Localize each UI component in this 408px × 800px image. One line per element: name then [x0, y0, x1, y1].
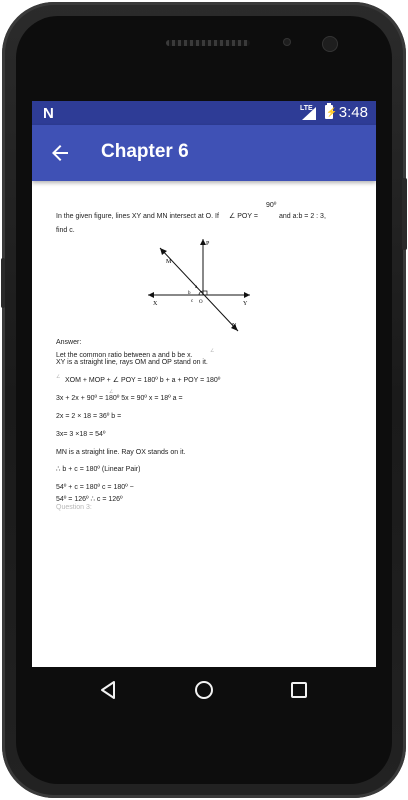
circle-home-icon[interactable]: [191, 677, 217, 703]
figure-label-y: Y: [243, 301, 248, 307]
arrow-left-icon[interactable]: [46, 139, 74, 167]
question-text-2: and a:b = 2 : 3,: [279, 213, 326, 220]
figure-label-p: P: [206, 241, 210, 247]
answer-line-1: Let the common ratio between a and b be x.: [56, 352, 193, 359]
notification-logo: N: [43, 105, 54, 122]
navigation-bar: [32, 667, 376, 713]
answer-line-9: 54º + c = 180º c = 180º −: [56, 484, 134, 491]
square-recents-icon[interactable]: [286, 677, 312, 703]
app-bar: [32, 125, 376, 181]
question-text-3: find c.: [56, 227, 75, 234]
triangle-back-icon[interactable]: [95, 677, 121, 703]
answer-line-2: XY is a straight line, rays OM and OP stand on it.: [56, 359, 208, 366]
intersecting-lines-figure: [146, 233, 256, 333]
answer-line-4-mark: ∠: [109, 389, 114, 395]
screen: [32, 101, 376, 667]
network-type: LTE: [300, 105, 313, 112]
figure-label-o: O: [199, 300, 203, 305]
answer-line-5: 2x = 2 × 18 = 36º b =: [56, 413, 122, 420]
content-area[interactable]: [32, 181, 376, 667]
answer-line-4: 3x + 2x + 90º = 180º 5x = 90º x = 18º a =: [56, 395, 183, 402]
page-title: Chapter 6: [101, 141, 189, 162]
question-text-1: In the given figure, lines XY and MN intersect at O. If: [56, 213, 219, 220]
answer-line-6: 3x= 3 ×18 = 54º: [56, 431, 106, 438]
figure-label-a: a: [195, 285, 198, 290]
figure-label-x: X: [153, 301, 158, 307]
answer-line-8: ∴ b + c = 180º (Linear Pair): [56, 466, 141, 473]
clock: 3:48: [338, 104, 368, 121]
next-question-label: Question 3:: [56, 504, 92, 511]
answer-label: Answer:: [56, 339, 82, 346]
front-camera-icon: [322, 36, 338, 52]
answer-line-3: XOM + MOP + ∠ POY = 180º b + a + POY = 180º: [65, 377, 221, 384]
answer-line-10: 54º = 126º ∴ c = 126º: [56, 496, 123, 503]
answer-line-3-mark: ∠: [56, 374, 61, 380]
status-bar: [32, 101, 376, 125]
earpiece-speaker: [166, 40, 250, 46]
proximity-sensor: [283, 38, 291, 46]
volume-button: [402, 178, 407, 250]
figure-label-m: M: [166, 259, 172, 265]
figure-label-c: c: [191, 299, 194, 304]
answer-line-1-mark: ∠: [210, 348, 215, 354]
question-angle: ∠ POY =: [229, 213, 258, 220]
question-angle-value: 90º: [266, 202, 277, 209]
figure-label-n: N: [232, 323, 237, 329]
figure-label-b: b: [188, 291, 191, 296]
signal-icon: [302, 107, 316, 120]
battery-charging-icon: ⚡: [326, 107, 338, 117]
answer-line-7: MN is a straight line. Ray OX stands on it.: [56, 449, 186, 456]
power-button: [1, 258, 5, 308]
